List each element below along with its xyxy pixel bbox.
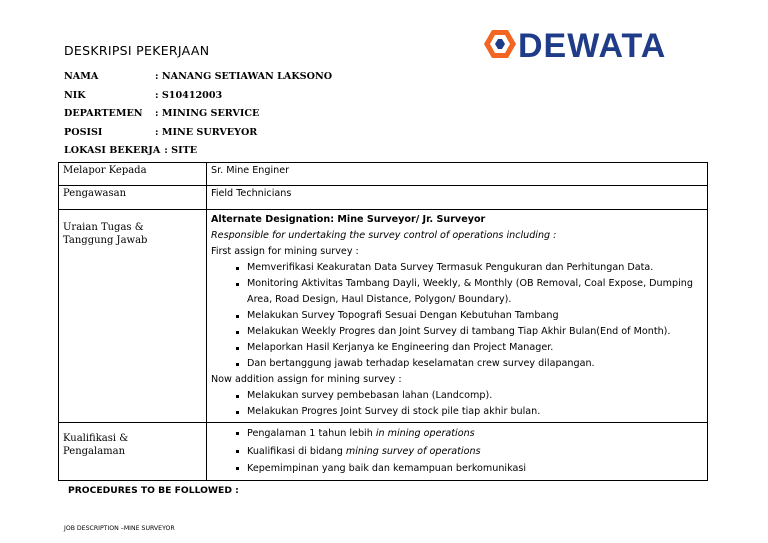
list-item [247,425,703,443]
list-item: Melakukan Progres Joint Survey di stock pile tiap akhir bulan. [247,404,703,420]
info-value: : SITE [164,145,198,157]
qualification-list [211,425,703,478]
duties-subheading: Responsible for undertaking the survey control of operations including : [211,230,557,241]
list-item-text: Pengalaman 1 tahun lebih [247,428,376,439]
duties-heading: Alternate Designation: Mine Surveyor/ Jr. Surveyor [211,214,486,225]
list-item: Dan bertanggung jawab terhadap keselamatan crew survey dilapangan. [247,356,703,372]
row-value: Field Technicians [207,186,708,210]
info-row-lokasi [64,142,332,161]
info-value: : MINE SURVEYOR [155,126,258,138]
info-value: : S10412003 [155,89,223,101]
label-line: Pengalaman [63,446,126,457]
label-line: Uraian Tugas & [63,222,144,233]
row-label: Melapor Kepada [59,163,207,186]
employee-info [64,68,332,161]
list-item-text: Kualifikasi di bidang [247,445,346,457]
list-item [247,276,703,308]
table-row [59,163,708,186]
list-item-text: Area, Road Design, Haul Distance, Polygon/ Boundary). [247,294,512,305]
row-label [59,423,207,481]
job-description-table [58,162,708,481]
duties-cell [207,210,708,423]
list-item: Melakukan survey pembebasan lahan (Landcomp). [247,388,703,404]
info-row-nik [64,87,332,106]
row-label [59,210,207,423]
procedures-heading: PROCEDURES TO BE FOLLOWED : [68,485,239,496]
list-item: Melakukan Survey Topografi Sesuai Dengan Kebutuhan Tambang [247,308,703,324]
table-row [59,186,708,210]
info-value: : NANANG SETIAWAN LAKSONO [155,71,333,82]
list-item: Melakukan Weekly Progres dan Joint Survey di tambang Tiap Akhir Bulan(End of Month). [247,324,703,340]
label-line: Kualifikasi & [63,433,129,444]
info-row-departemen [64,105,332,124]
now-assign-list [211,388,703,420]
info-key: LOKASI BEKERJA [64,145,161,157]
info-row-nama [64,68,332,87]
first-assign-intro: First assign for mining survey : [211,246,359,257]
info-key: NAMA [64,71,99,82]
table-row [59,423,708,481]
info-value: : MINING SERVICE [155,108,260,120]
dewata-logo [480,22,700,66]
list-item: Melaporkan Hasil Kerjanya ke Engineering dan Project Manager. [247,340,703,356]
row-value: Sr. Mine Enginer [207,163,708,186]
list-item: Memverifikasi Keakuratan Data Survey Termasuk Pengukuran dan Perhitungan Data. [247,260,703,276]
logo-text: DEWATA [518,27,667,65]
qualification-cell [207,423,708,481]
list-item: Kepemimpinan yang baik dan kemampuan berkomunikasi [247,460,703,478]
info-key: NIK [64,89,86,101]
first-assign-list [211,260,703,372]
info-row-posisi [64,124,332,143]
table-row [59,210,708,423]
list-item-italic: mining survey of operations [345,445,481,457]
document-title: DESKRIPSI PEKERJAAN [64,43,210,58]
logo-emblem-icon [484,30,516,58]
now-assign-intro: Now addition assign for mining survey : [211,374,402,385]
list-item [247,443,703,461]
list-item-text: Monitoring Aktivitas Tambang Dayli, Weekly, & Monthly (OB Removal, Coal Expose, Dumping [247,278,693,289]
label-line: Tanggung Jawab [63,235,148,246]
list-item-italic: in mining operations [375,428,475,439]
row-label: Pengawasan [59,186,207,210]
info-key: DEPARTEMEN [64,108,143,120]
info-key: POSISI [64,126,103,138]
page-footer: JOB DESCRIPTION –MINE SURVEYOR [64,525,175,532]
